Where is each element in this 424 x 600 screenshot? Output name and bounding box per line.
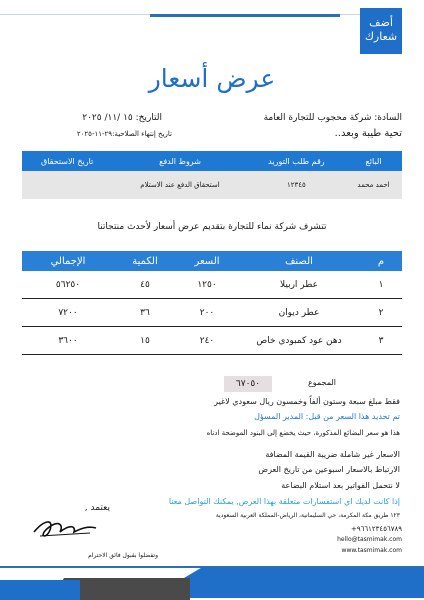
phone: +٩٦٦١٢٣٤٥٦٧٨٩: [351, 525, 402, 533]
item-cell: ٢: [360, 299, 402, 327]
info-cell: ١٢٣٤٥: [248, 171, 345, 199]
item-cell: ١: [360, 271, 402, 299]
quote-date: التاريخ: ١٥ /١١/ ٢٠٢٥: [82, 113, 162, 123]
item-cell: ١٢٥٠: [176, 271, 238, 299]
total-label: المجموع: [308, 378, 336, 387]
total-in-words: فقط مبلغ سبعة وستون ألفاً وخمسون ريال سعودي لاغير: [214, 397, 400, 406]
info-header: البائع: [345, 151, 402, 171]
items-table: [22, 251, 402, 355]
table-row: [22, 299, 402, 327]
info-cell: [22, 171, 112, 199]
item-cell: ٣: [360, 327, 402, 355]
greeting: تحية طيبة وبعد..: [334, 128, 402, 139]
item-cell: عطر اربيلا: [238, 271, 360, 299]
price-by: تم تحديد هذا السعر من قبل: المدير المسؤل: [254, 412, 400, 421]
footer-rule: [0, 566, 424, 568]
note-line: الاسعار غير شاملة ضريبة القيمة المضافة: [265, 450, 400, 459]
item-cell: عطر ديوان: [238, 299, 360, 327]
items-header: الصنف: [238, 251, 360, 271]
logo-placeholder: أضف شعارك: [360, 8, 402, 54]
note-line: الارتباط بالاسعار اسبوعين من تاريخ العرض: [258, 465, 400, 474]
info-header: رقم طلب التوريد: [248, 151, 345, 171]
items-header: م: [360, 251, 402, 271]
signature-icon: [30, 514, 100, 542]
items-header: السعر: [176, 251, 238, 271]
recipient: السادة: شركة محجوب للتجارة العامة: [263, 113, 402, 123]
info-header: تاريخ الاستحقاق: [22, 151, 112, 171]
table-row: [22, 327, 402, 355]
item-cell: ٣٦: [114, 299, 176, 327]
intro-text: تتشرف شركة نماء للتجارة بتقديم عرض أسعار لأحدث منتجاتنا: [97, 222, 327, 232]
item-cell: دهن عود كمبودي خاص: [238, 327, 360, 355]
info-table: [22, 151, 402, 199]
table-row: [22, 271, 402, 299]
contact-line: إذا كانت لديك اي استفسارات متعلقة بهذا العرض, يمكنك التواصل معنا: [168, 497, 400, 506]
website: www.tasmimak.com: [341, 547, 402, 554]
item-cell: ٢٤٠: [176, 327, 238, 355]
item-cell: ٥٦٢٥٠: [22, 271, 114, 299]
address: ١٢٣ طريق مكة المكرمة، حي السليمانية، الرياض-المملكة العربية السعودية: [215, 512, 400, 519]
item-cell: ٤٥: [114, 271, 176, 299]
items-header: الإجمالي: [22, 251, 114, 271]
closing-thanks: وتفضلوا بقبول فائق الاحترام: [88, 552, 158, 559]
validity-date: تاريخ إنتهاء الصلاحية:٢٩-١١-٢٠٢٥: [76, 130, 172, 138]
note-line: لا نتحمل الفواتير بعد استلام البضاعة: [281, 481, 400, 490]
footer-band-left: [0, 580, 80, 600]
top-rule-accent: [150, 14, 340, 17]
total-value: ٦٧٠٥٠: [224, 376, 272, 392]
item-cell: ٢٠٠: [176, 299, 238, 327]
note-line: هذا هو سعر البضائع المذكورة، حيث يخضع إلى البنود الموضحة ادناه: [206, 429, 400, 437]
items-header: الكمية: [114, 251, 176, 271]
info-cell: استحقاق الدفع عند الاستلام: [112, 171, 248, 199]
info-header: شروط الدفع: [112, 151, 248, 171]
footer-band-blue: [150, 568, 424, 598]
item-cell: ١٥: [114, 327, 176, 355]
email: hello@tasmimak.com: [337, 536, 402, 543]
page-title: عرض أسعار: [148, 64, 276, 93]
item-cell: ٣٦٠٠: [22, 327, 114, 355]
approval-label: يعتمد ,: [84, 503, 110, 513]
info-cell: احمد محمد: [345, 171, 402, 199]
item-cell: ٧٢٠٠: [22, 299, 114, 327]
